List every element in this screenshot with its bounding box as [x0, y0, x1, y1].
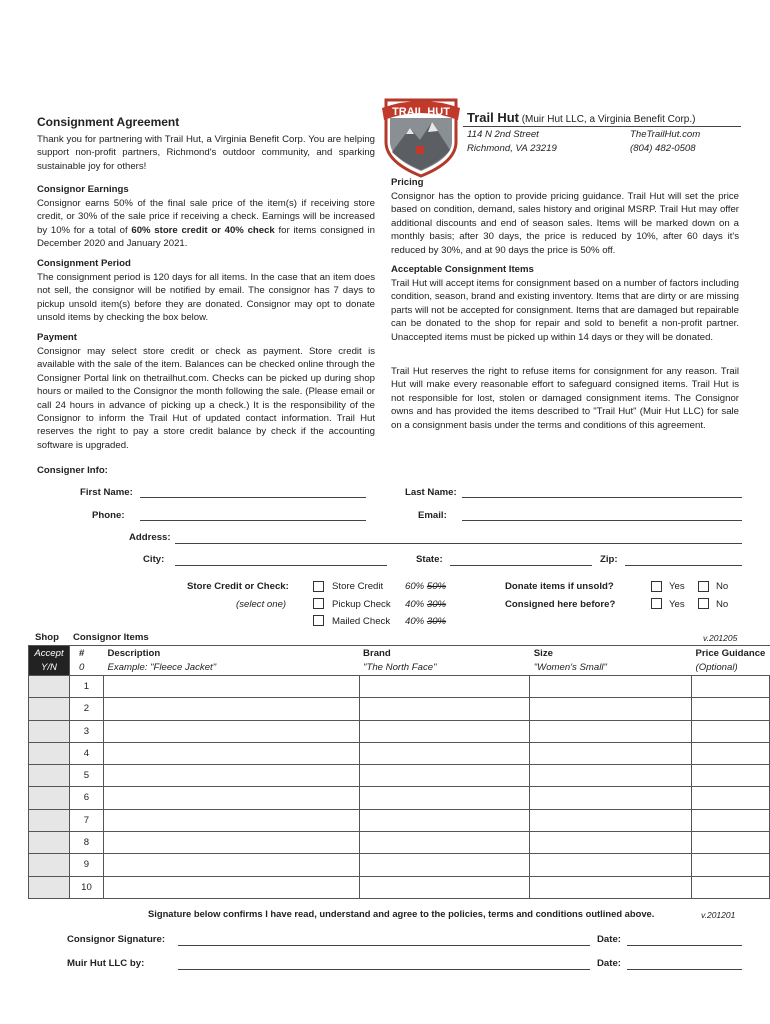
price-cell[interactable] [692, 787, 770, 809]
muir-hut-by-label: Muir Hut LLC by: [67, 958, 145, 969]
brand-cell[interactable] [359, 698, 530, 720]
description-cell[interactable] [103, 832, 359, 854]
pricing-title: Pricing [391, 177, 424, 188]
accept-cell[interactable] [29, 720, 70, 742]
table-row [29, 676, 770, 698]
address-label: Address: [129, 532, 171, 543]
period-text: The consignment period is 120 days for all items. In the case that an item does not sell, the consignor will be notified by email. The consignor has 7 days to pickup unsold item(s) before they are donated. Consignor may opt to donate unsold items by checking the box below. [37, 272, 375, 324]
price-cell[interactable] [692, 854, 770, 876]
company-name: Trail Hut [467, 110, 520, 125]
phone-label: Phone: [92, 510, 125, 521]
logo-text: TRAIL HUT [392, 106, 450, 118]
price-cell[interactable] [692, 832, 770, 854]
description-cell[interactable] [103, 676, 359, 698]
brand-cell[interactable] [359, 854, 530, 876]
signature-version: v.201201 [701, 910, 736, 920]
consignor-date-label: Date: [597, 934, 621, 945]
consignor-items-table [28, 645, 770, 899]
state-label: State: [416, 554, 443, 565]
description-cell[interactable] [103, 854, 359, 876]
size-cell[interactable] [530, 787, 692, 809]
intro-text: Thank you for partnering with Trail Hut, a Virginia Benefit Corp. You are helping support non-profit partners, Richmond's outdoor community, and sparking sustainable joy for others! [37, 134, 375, 172]
size-cell[interactable] [530, 809, 692, 831]
table-header-row [29, 646, 770, 676]
size-cell[interactable] [530, 832, 692, 854]
donate-yes-label: Yes [669, 581, 685, 592]
accept-cell[interactable] [29, 854, 70, 876]
mailed-check-checkbox[interactable] [313, 615, 324, 626]
description-cell[interactable] [103, 698, 359, 720]
accept-cell[interactable] [29, 809, 70, 831]
select-one-hint: (select one) [236, 599, 287, 610]
pricing-text: Consignor has the option to provide pricing guidance. Trail Hut will set the price based on condition, demand, sales history and original MSRP. Trail Hut may offer additional discounts and end of season sales. Items will be marked down on a monthly basis; after 30 days, the price is reduced by 10%, after 60 days it's reduced by 30%, and at 90 days the price is 50% off. [391, 191, 739, 256]
consignor-signature-field[interactable] [178, 945, 590, 946]
period-title: Consignment Period [37, 258, 131, 269]
email-field[interactable] [462, 520, 742, 521]
store-credit-label: Store Credit [332, 581, 384, 592]
header-rule [463, 126, 741, 127]
row-number: 9 [69, 854, 103, 876]
brand-header: Brand "The North Face" [359, 646, 530, 676]
earnings-title: Consignor Earnings [37, 184, 129, 195]
size-cell[interactable] [530, 742, 692, 764]
table-row [29, 698, 770, 720]
table-row [29, 854, 770, 876]
consigned-yes-checkbox[interactable] [651, 598, 662, 609]
row-number: 6 [69, 787, 103, 809]
acceptable-text: Trail Hut will accept items for consignment based on a number of factors including condition, season, brand and existing inventory. Items that are dirty or are missing parts will not be accepted for consignment. Items that are damaged but repairable can be donated to the shop for repair and sold to benefit a non-profit partner. Unaccepted items must be picked up within 14 days or they will be donated. [391, 278, 739, 343]
price-cell[interactable] [692, 876, 770, 898]
donate-yes-checkbox[interactable] [651, 581, 662, 592]
price-cell[interactable] [692, 742, 770, 764]
table-row [29, 832, 770, 854]
donate-no-label: No [716, 581, 729, 592]
mailed-check-rate: 40% 30% [405, 616, 447, 627]
email-label: Email: [418, 510, 447, 521]
brand-cell[interactable] [359, 787, 530, 809]
consigned-no-checkbox[interactable] [698, 598, 709, 609]
size-cell[interactable] [530, 876, 692, 898]
row-number: 3 [69, 720, 103, 742]
first-name-field[interactable] [140, 497, 366, 498]
price-cell[interactable] [692, 698, 770, 720]
brand-cell[interactable] [359, 742, 530, 764]
description-cell[interactable] [103, 765, 359, 787]
description-cell[interactable] [103, 876, 359, 898]
row-number: 2 [69, 698, 103, 720]
accept-cell[interactable] [29, 698, 70, 720]
store-credit-or-check-label: Store Credit or Check: [187, 581, 289, 592]
number-header: # 0 [69, 646, 103, 676]
accept-cell[interactable] [29, 742, 70, 764]
price-cell[interactable] [692, 676, 770, 698]
zip-field[interactable] [625, 565, 742, 566]
donate-no-checkbox[interactable] [698, 581, 709, 592]
consignor-items-label: Consignor Items [73, 632, 149, 643]
first-name-label: First Name: [80, 487, 133, 498]
table-row [29, 809, 770, 831]
acceptable-title: Acceptable Consignment Items [391, 264, 534, 275]
price-cell[interactable] [692, 720, 770, 742]
mailed-check-label: Mailed Check [332, 616, 391, 627]
consignor-signature-label: Consignor Signature: [67, 934, 166, 945]
company-legal: (Muir Hut LLC, a Virginia Benefit Corp.) [521, 114, 696, 125]
payment-text: Consignor may select store credit or check as payment. Store credit is available with the sale of the item. Balances can be checked online through the Consigner Portal link on thetrailhut.com. Checks can be picked up during shop hours or mailed to the Consignor the month following the sale. (Please email or call 24 hours in advance of picking up a check.) It is the responsibility of the Consignor to inform the Trail Hut of updated contact information. Trail Hut reserves the right to pay a store credit balance by check if the accounting software is upgraded. [37, 346, 375, 451]
description-cell[interactable] [103, 787, 359, 809]
company-header [467, 111, 695, 126]
earnings-text: Consignor earns 50% of the final sale price of the item(s) if receiving store credit, or 30% of the sale price if receiving a check. Earnings will be increased by 10% for a total of 60% store credit or 40% check for items consigned in December 2020 and January 2021. [37, 198, 376, 250]
city-field[interactable] [175, 565, 387, 566]
pickup-check-rate: 40% 30% [405, 599, 447, 610]
row-number: 5 [69, 765, 103, 787]
description-cell[interactable] [103, 742, 359, 764]
accept-cell[interactable] [29, 787, 70, 809]
muir-hut-date-label: Date: [597, 958, 621, 969]
pickup-check-label: Pickup Check [332, 599, 391, 610]
items-version: v.201205 [703, 633, 738, 643]
brand-cell[interactable] [359, 720, 530, 742]
company-phone: (804) 482-0508 [630, 143, 696, 154]
price-guidance-header: Price Guidance (Optional) [692, 646, 770, 676]
consigned-before-label: Consigned here before? [505, 599, 616, 610]
donate-unsold-label: Donate items if unsold? [505, 581, 614, 592]
accept-cell[interactable] [29, 832, 70, 854]
table-row [29, 742, 770, 764]
last-name-label: Last Name: [405, 487, 457, 498]
brand-cell[interactable] [359, 765, 530, 787]
description-header: Description Example: "Fleece Jacket" [103, 646, 359, 676]
shop-label: Shop [35, 632, 59, 643]
description-cell[interactable] [103, 809, 359, 831]
price-cell[interactable] [692, 809, 770, 831]
description-cell[interactable] [103, 720, 359, 742]
row-number: 7 [69, 809, 103, 831]
brand-cell[interactable] [359, 676, 530, 698]
company-city: Richmond, VA 23219 [467, 143, 557, 154]
size-cell[interactable] [530, 676, 692, 698]
page-title: Consignment Agreement [37, 115, 180, 129]
row-number: 1 [69, 676, 103, 698]
table-row [29, 765, 770, 787]
price-cell[interactable] [692, 765, 770, 787]
table-row [29, 720, 770, 742]
address-field[interactable] [175, 543, 742, 544]
row-number: 8 [69, 832, 103, 854]
size-cell[interactable] [530, 720, 692, 742]
row-number: 10 [69, 876, 103, 898]
muir-hut-signature-field[interactable] [178, 969, 590, 970]
company-website[interactable]: TheTrailHut.com [630, 129, 701, 140]
accept-cell[interactable] [29, 765, 70, 787]
pickup-check-checkbox[interactable] [313, 598, 324, 609]
muir-hut-date-field[interactable] [627, 969, 742, 970]
brand-cell[interactable] [359, 876, 530, 898]
row-number: 4 [69, 742, 103, 764]
size-cell[interactable] [530, 765, 692, 787]
city-label: City: [143, 554, 165, 565]
state-field[interactable] [450, 565, 592, 566]
table-row [29, 787, 770, 809]
company-street: 114 N 2nd Street [467, 129, 539, 140]
consignor-date-field[interactable] [627, 945, 742, 946]
phone-field[interactable] [140, 520, 366, 521]
last-name-field[interactable] [462, 497, 742, 498]
consigner-info-heading: Consigner Info: [37, 465, 108, 476]
brand-cell[interactable] [359, 809, 530, 831]
size-cell[interactable] [530, 854, 692, 876]
consigned-no-label: No [716, 599, 729, 610]
table-row [29, 876, 770, 898]
refuse-text: Trail Hut reserves the right to refuse items for consignment for any reason. Trail Hut will make every reasonable effort to safeguard consigned items. Trail Hut is not responsible for lost, stolen or damaged consignment items. The Consignor owns and has provided the items described to "Trail Hut" (Muir Hut LLC) for sale on a consignment basis under the terms and conditions of this agreement. [391, 366, 739, 431]
store-credit-checkbox[interactable] [313, 581, 324, 592]
accept-yn-header: Accept Y/N [29, 646, 70, 676]
payment-title: Payment [37, 332, 77, 343]
accept-cell[interactable] [29, 676, 70, 698]
zip-label: Zip: [600, 554, 618, 565]
consigned-yes-label: Yes [669, 599, 685, 610]
trail-hut-logo [380, 92, 462, 178]
size-cell[interactable] [530, 698, 692, 720]
signature-confirmation: Signature below confirms I have read, understand and agree to the policies, terms and conditions outlined above. [148, 908, 655, 919]
store-credit-rate: 60% 50% [405, 581, 447, 592]
size-header: Size "Women's Small" [530, 646, 692, 676]
brand-cell[interactable] [359, 832, 530, 854]
accept-cell[interactable] [29, 876, 70, 898]
